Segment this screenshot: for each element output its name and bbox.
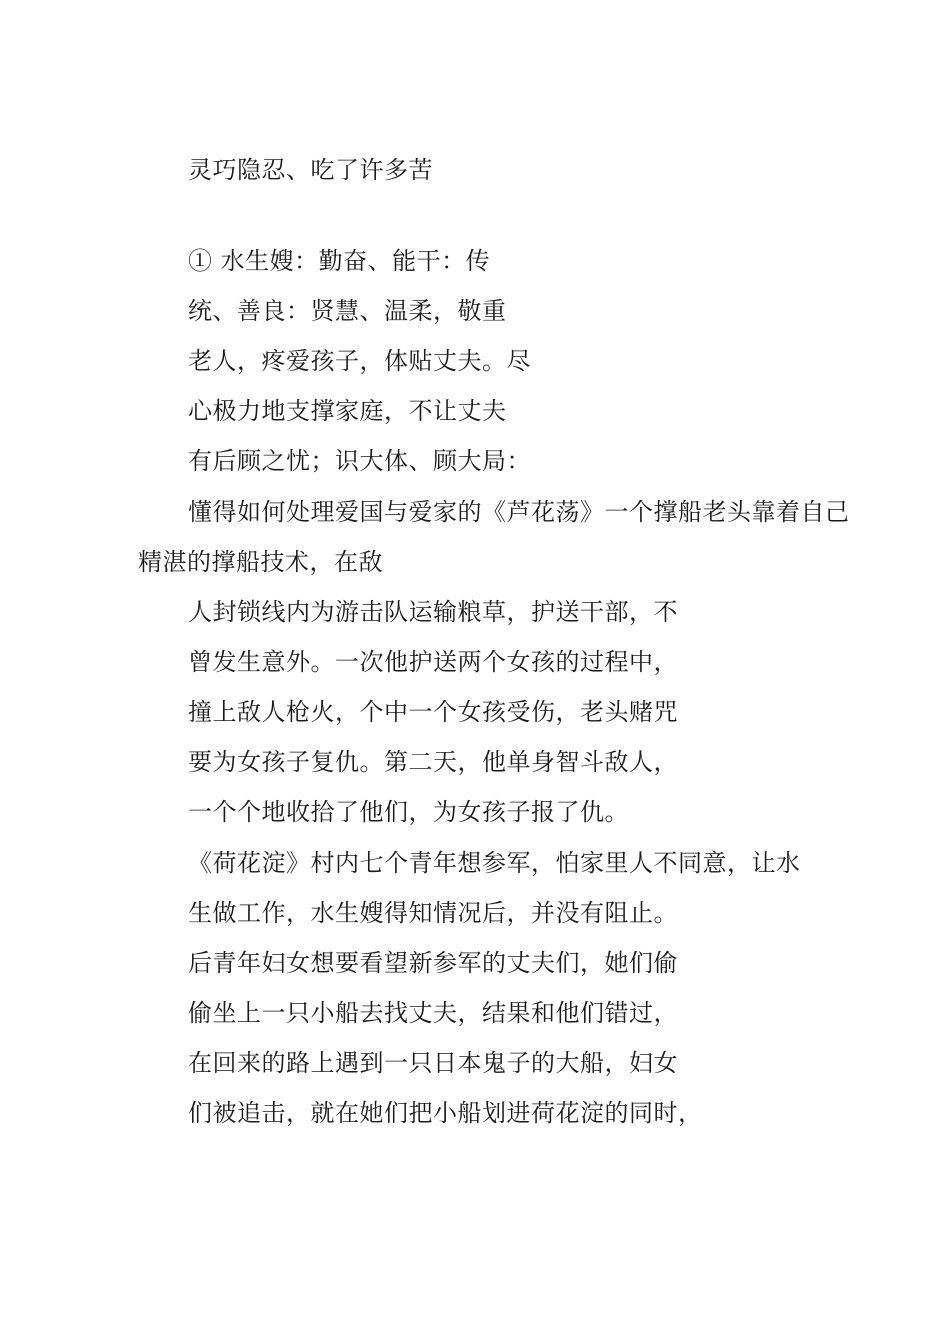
text-line: 撞上敌人枪火，个中一个女孩受伤，老头赌咒 [188,698,678,726]
text-line: 后青年妇女想要看望新参军的丈夫们，她们偷 [188,949,678,977]
text-line: 一个个地收拾了他们，为女孩子报了仇。 [188,798,629,826]
text-line: 心极力地支撑家庭，不让丈夫 [188,397,507,425]
text-line: 统、善良：贤慧、温柔，敬重 [188,297,507,325]
text-line: 懂得如何处理爱国与爱家的《芦花荡》一个撑船老头靠着自己 [188,498,850,526]
text-line: 精湛的撑船技术，在敌 [138,548,383,576]
text-line: 生做工作，水生嫂得知情况后，并没有阻止。 [188,899,678,927]
text-line: 要为女孩子复仇。第二天，他单身智斗敌人， [188,748,678,776]
text-line: 《荷花淀》村内七个青年想参军，怕家里人不同意，让水 [188,849,801,877]
text-line: 人封锁线内为游击队运输粮草，护送干部，不 [188,598,678,626]
text-line: 偷坐上一只小船去找丈夫，结果和他们错过， [188,999,678,1027]
text-line: 在回来的路上遇到一只日本鬼子的大船，妇女 [188,1049,678,1077]
text-line: 们被追击，就在她们把小船划进荷花淀的同时， [188,1099,703,1127]
text-line: ① 水生嫂：勤奋、能干：传 [188,247,491,275]
text-line: 老人，疼爱孩子，体贴丈夫。尽 [188,347,531,375]
text-line: 灵巧隐忍、吃了许多苦 [188,156,433,184]
text-line: 有后顾之忧；识大体、顾大局： [188,447,531,475]
text-line: 曾发生意外。一次他护送两个女孩的过程中， [188,648,678,676]
